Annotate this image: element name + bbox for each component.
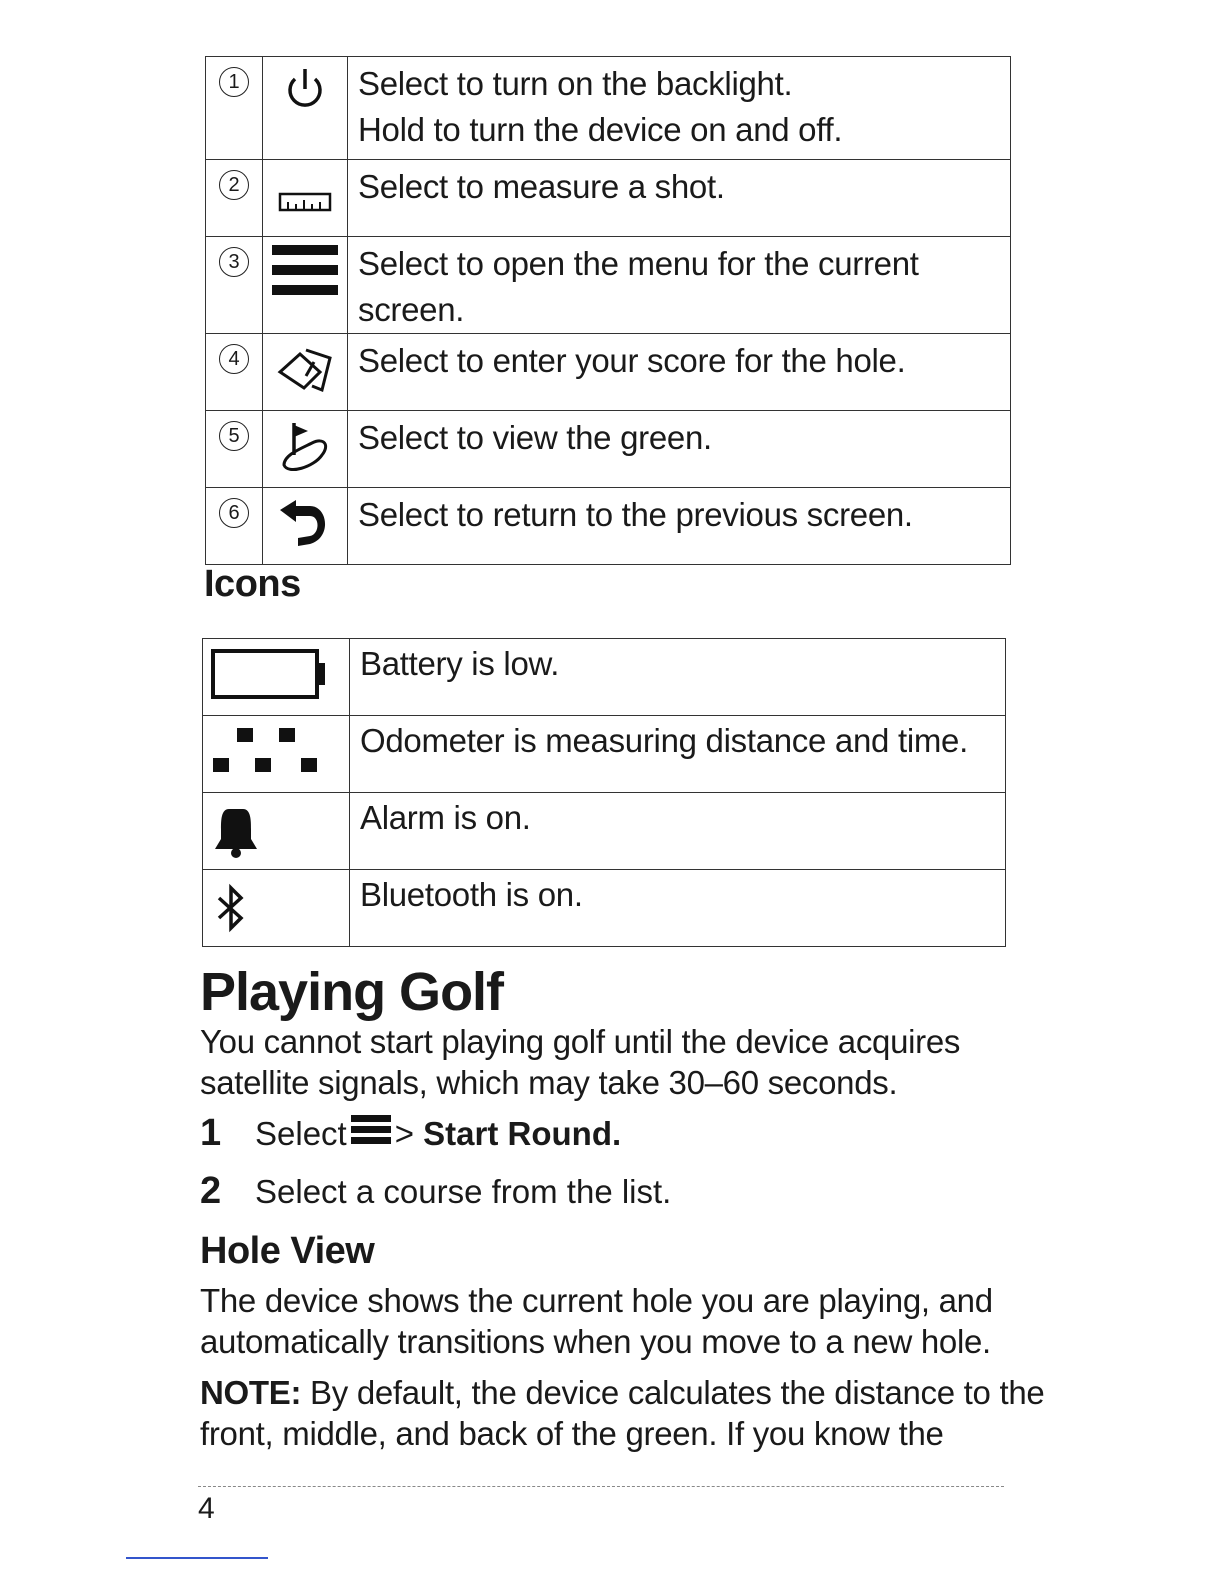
bottom-underline xyxy=(126,1557,268,1559)
table-row xyxy=(206,237,1011,334)
menu-icon xyxy=(263,237,348,334)
note-line: front, middle, and back of the green. If you know the xyxy=(200,1415,944,1452)
callout-number: 5 xyxy=(219,421,249,451)
status-description: Battery is low. xyxy=(360,645,560,682)
status-description: Alarm is on. xyxy=(360,799,531,836)
subsection-title: Hole View xyxy=(200,1230,375,1272)
table-row xyxy=(206,411,1011,488)
power-icon xyxy=(263,57,348,160)
step-text: Select a course from the list. xyxy=(255,1173,672,1210)
intro-line: You cannot start playing golf until the device acquires xyxy=(200,1023,961,1060)
note-text: By default, the device calculates the distance to the xyxy=(310,1374,1045,1411)
odometer-icon xyxy=(203,716,350,793)
status-description: Odometer is measuring distance and time. xyxy=(360,722,968,759)
page-number: 4 xyxy=(198,1492,215,1525)
ruler-icon xyxy=(263,160,348,237)
buttons-table xyxy=(205,56,1011,565)
callout-number: 3 xyxy=(219,247,249,277)
note-line xyxy=(200,1372,1044,1413)
status-description: Bluetooth is on. xyxy=(360,876,583,913)
button-description: Select to enter your score for the hole. xyxy=(358,342,906,379)
scorecard-icon xyxy=(263,334,348,411)
table-row xyxy=(206,334,1011,411)
callout-number: 6 xyxy=(219,498,249,528)
table-row xyxy=(203,639,1006,716)
button-description: Select to open the menu for the current screen. xyxy=(358,245,919,328)
body-line: automatically transitions when you move to a new hole. xyxy=(200,1323,991,1360)
button-description: Select to return to the previous screen. xyxy=(358,496,913,533)
callout-number: 4 xyxy=(219,344,249,374)
menu-icon xyxy=(351,1115,391,1153)
battery-low-icon xyxy=(203,639,350,716)
step-number: 1 xyxy=(200,1112,222,1154)
callout-number: 1 xyxy=(219,67,249,97)
body-line: The device shows the current hole you are playing, and xyxy=(200,1282,993,1319)
status-icons-table xyxy=(202,638,1006,947)
button-description: Select to turn on the backlight. xyxy=(358,65,793,102)
table-row xyxy=(203,793,1006,870)
table-row xyxy=(206,160,1011,237)
step-prefix: Select xyxy=(255,1115,347,1152)
button-description: Select to view the green. xyxy=(358,419,712,456)
step-2 xyxy=(200,1170,671,1213)
table-row xyxy=(203,716,1006,793)
callout-number: 2 xyxy=(219,170,249,200)
intro-line: satellite signals, which may take 30–60 seconds. xyxy=(200,1064,898,1101)
note-label: NOTE: xyxy=(200,1374,302,1411)
step-number: 2 xyxy=(200,1170,222,1212)
section-title: Playing Golf xyxy=(200,962,504,1022)
step-separator: > xyxy=(394,1115,414,1152)
button-description: Hold to turn the device on and off. xyxy=(358,111,843,148)
button-description: Select to measure a shot. xyxy=(358,168,725,205)
table-row xyxy=(206,488,1011,565)
footer-rule xyxy=(198,1486,1004,1487)
step-action: Start Round. xyxy=(423,1115,622,1152)
table-row xyxy=(206,57,1011,160)
back-arrow-icon xyxy=(263,488,348,565)
bell-icon xyxy=(203,793,350,870)
step-1 xyxy=(200,1112,621,1157)
icons-heading: Icons xyxy=(204,563,301,605)
table-row xyxy=(203,870,1006,947)
bluetooth-icon xyxy=(203,870,350,947)
green-flag-icon xyxy=(263,411,348,488)
